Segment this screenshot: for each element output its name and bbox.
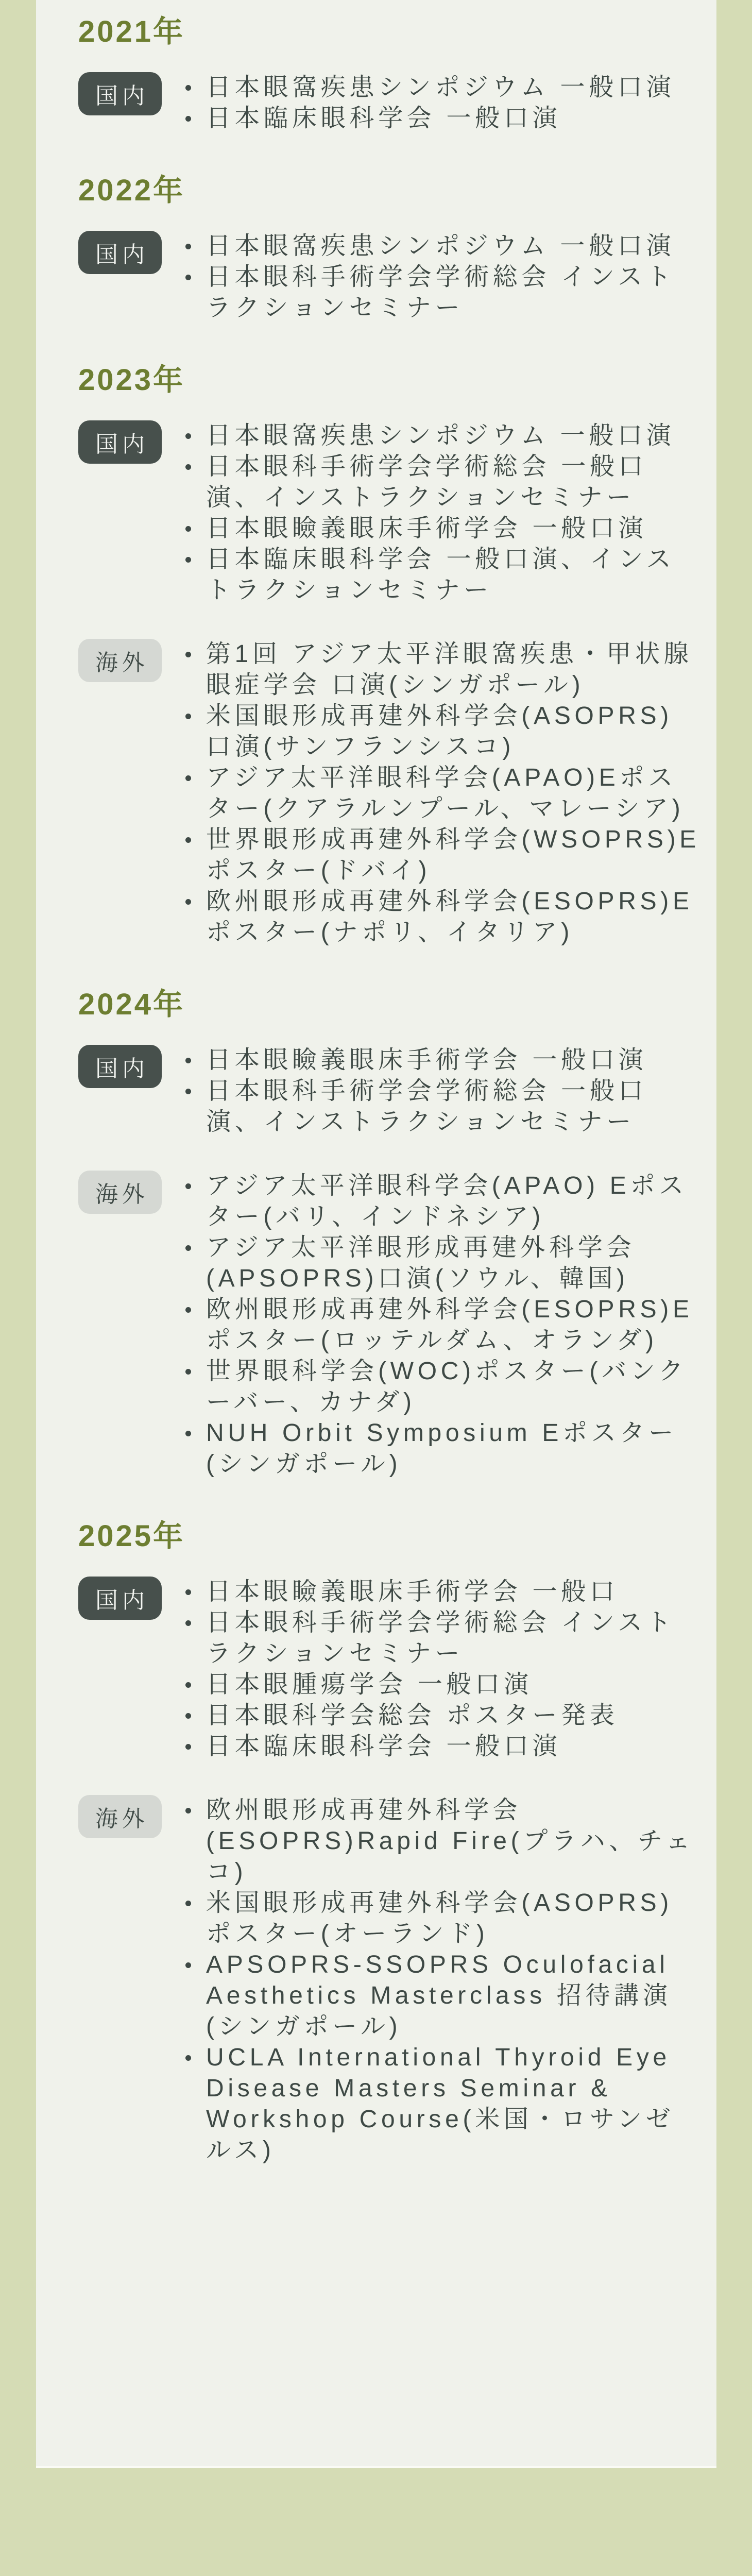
presentation-list (184, 231, 700, 324)
presentation-list (184, 639, 700, 948)
bullet-dot-icon (185, 1901, 191, 1906)
year-section-2021 (78, 15, 702, 134)
overseas-badge: 海外 (78, 639, 162, 682)
bullet-dot-icon (185, 1808, 191, 1814)
presentation-item-text: 欧州眼形成再建外科学会(ESOPRS)Rapid Fire(プラハ、チェコ) (206, 1797, 694, 1886)
domestic-badge: 国内 (78, 72, 162, 115)
bullet-dot-icon (185, 1744, 191, 1750)
bullet-dot-icon (185, 1089, 191, 1094)
presentation-item (184, 1700, 700, 1731)
domestic-badge: 国内 (78, 1045, 162, 1088)
presentation-item-text: 日本眼科手術学会学術総会 インストラクションセミナー (206, 1609, 675, 1667)
presentation-item (184, 1607, 700, 1669)
year-section-2022 (78, 174, 702, 324)
presentation-item (184, 451, 700, 513)
presentation-item-text: 第1回 アジア太平洋眼窩疾患・甲状腺眼症学会 口演(シンガポール) (206, 640, 693, 699)
presentation-item-text: 日本眼瞼義眼床手術学会 一般口演 (206, 515, 647, 542)
presentation-item-text: 日本眼腫瘍学会 一般口演 (206, 1671, 533, 1698)
presentation-item (184, 1294, 700, 1356)
bullet-dot-icon (185, 1431, 191, 1436)
domestic-badge: 国内 (78, 231, 162, 274)
presentation-item (184, 72, 700, 103)
presentation-item (184, 1669, 700, 1700)
presentation-item-text: APSOPRS-SSOPRS Oculofacial Aesthetics Masterclass 招待講演(シンガポール) (206, 1951, 672, 2040)
bullet-dot-icon (185, 1058, 191, 1063)
presentation-item (184, 1795, 700, 1888)
presentation-history-card (36, 0, 716, 2468)
bullet-dot-icon (185, 1245, 191, 1251)
year-section-2024 (78, 988, 702, 1480)
category-group-domestic (78, 72, 702, 134)
bullet-dot-icon (185, 1369, 191, 1375)
presentation-list (184, 1045, 700, 1138)
bullet-dot-icon (185, 1962, 191, 1968)
presentation-item-text: 欧州眼形成再建外科学会(ESOPRS)Eポスター(ナポリ、イタリア) (206, 888, 693, 946)
presentation-item-text: アジア太平洋眼科学会(APAO) Eポスター(バリ、インドネシア) (206, 1172, 688, 1230)
presentation-list (184, 1171, 700, 1480)
presentation-item (184, 824, 700, 886)
presentation-item-text: 欧州眼形成再建外科学会(ESOPRS)Eポスター(ロッテルダム、オランダ) (206, 1296, 693, 1354)
presentation-item (184, 701, 700, 762)
presentation-item-text: 日本臨床眼科学会 一般口演 (206, 1733, 561, 1760)
presentation-item (184, 231, 700, 262)
sections-host (36, 0, 716, 2166)
year-heading: 2021年 (78, 15, 185, 48)
year-heading: 2025年 (78, 1519, 185, 1553)
presentation-item-text: 日本眼瞼義眼床手術学会 一般口 (206, 1578, 619, 1605)
presentation-item (184, 762, 700, 824)
category-group-overseas (78, 1171, 702, 1480)
year-section-2023 (78, 364, 702, 948)
presentation-item-text: 日本眼科手術学会学術総会 一般口演、インストラクションセミナー (206, 1077, 647, 1136)
presentation-item (184, 1418, 700, 1480)
bullet-dot-icon (185, 464, 191, 470)
presentation-item (184, 1356, 700, 1418)
presentation-item (184, 262, 700, 324)
bullet-dot-icon (185, 1713, 191, 1719)
presentation-item-text: 日本眼窩疾患シンポジウム 一般口演 (206, 422, 675, 449)
bullet-dot-icon (185, 85, 191, 91)
presentation-item-text: 日本眼瞼義眼床手術学会 一般口演 (206, 1046, 647, 1074)
presentation-item-text: 世界眼科学会(WOC)ポスター(バンクーバー、カナダ) (206, 1358, 688, 1416)
presentation-item-text: アジア太平洋眼形成再建外科学会(APSOPRS)口演(ソウル、韓国) (206, 1234, 636, 1292)
bullet-dot-icon (185, 714, 191, 719)
bullet-dot-icon (185, 116, 191, 122)
overseas-badge: 海外 (78, 1171, 162, 1214)
presentation-item (184, 886, 700, 948)
presentation-item-text: UCLA International Thyroid Eye Disease Masters Seminar & Workshop Course(米国・ロサンゼルス) (206, 2044, 675, 2164)
presentation-item (184, 420, 700, 451)
bullet-dot-icon (185, 275, 191, 280)
presentation-item-text: NUH Orbit Symposium Eポスター(シンガポール) (206, 1419, 677, 1478)
presentation-item (184, 1731, 700, 1762)
category-group-overseas (78, 1795, 702, 2166)
category-group-domestic (78, 420, 702, 606)
bullet-dot-icon (185, 244, 191, 249)
presentation-item-text: 日本眼科学会総会 ポスター発表 (206, 1702, 619, 1729)
bullet-dot-icon (185, 1589, 191, 1595)
presentation-item-text: 米国眼形成再建外科学会(ASOPRS)口演(サンフランシスコ) (206, 702, 673, 760)
category-group-overseas (78, 639, 702, 948)
bullet-dot-icon (185, 837, 191, 843)
presentation-item (184, 544, 700, 606)
domestic-badge: 国内 (78, 1577, 162, 1620)
category-group-domestic (78, 1577, 702, 1762)
bullet-dot-icon (185, 1620, 191, 1626)
presentation-item (184, 2042, 700, 2166)
presentation-list (184, 1577, 700, 1762)
year-heading: 2022年 (78, 174, 185, 207)
bullet-dot-icon (185, 652, 191, 657)
presentation-item-text: 日本眼窩疾患シンポジウム 一般口演 (206, 74, 675, 101)
year-heading: 2024年 (78, 988, 185, 1021)
presentation-item (184, 1577, 700, 1607)
presentation-item (184, 1171, 700, 1232)
presentation-item (184, 1045, 700, 1076)
presentation-item (184, 639, 700, 701)
domestic-badge: 国内 (78, 420, 162, 464)
bullet-dot-icon (185, 1183, 191, 1189)
presentation-item (184, 1232, 700, 1294)
presentation-list (184, 420, 700, 606)
presentation-item-text: 世界眼形成再建外科学会(WSOPRS)Eポスター(ドバイ) (206, 826, 700, 884)
presentation-item (184, 1888, 700, 1950)
bullet-dot-icon (185, 557, 191, 563)
bullet-dot-icon (185, 526, 191, 532)
category-group-domestic (78, 1045, 702, 1138)
bullet-dot-icon (185, 775, 191, 781)
bullet-dot-icon (185, 2055, 191, 2061)
presentation-item-text: 日本臨床眼科学会 一般口演 (206, 105, 561, 132)
presentation-list (184, 72, 700, 134)
presentation-item-text: 米国眼形成再建外科学会(ASOPRS)ポスター(オーランド) (206, 1889, 673, 1947)
presentation-item-text: 日本眼窩疾患シンポジウム 一般口演 (206, 232, 675, 260)
presentation-item-text: 日本眼科手術学会学術総会 インストラクションセミナー (206, 263, 675, 321)
presentation-list (184, 1795, 700, 2166)
presentation-item (184, 1950, 700, 2042)
presentation-item (184, 103, 700, 134)
presentation-item-text: 日本眼科手術学会学術総会 一般口演、インストラクションセミナー (206, 453, 647, 511)
presentation-item (184, 513, 700, 544)
presentation-item-text: アジア太平洋眼科学会(APAO)Eポスター(クアラルンプール、マレーシア) (206, 764, 685, 822)
presentation-item-text: 日本臨床眼科学会 一般口演、インストラクションセミナー (206, 546, 675, 604)
bullet-dot-icon (185, 1307, 191, 1313)
presentation-item (184, 1076, 700, 1138)
bullet-dot-icon (185, 1682, 191, 1688)
category-group-domestic (78, 231, 702, 324)
year-heading: 2023年 (78, 363, 185, 397)
overseas-badge: 海外 (78, 1795, 162, 1838)
bullet-dot-icon (185, 899, 191, 905)
year-section-2025 (78, 1520, 702, 2166)
bullet-dot-icon (185, 433, 191, 439)
